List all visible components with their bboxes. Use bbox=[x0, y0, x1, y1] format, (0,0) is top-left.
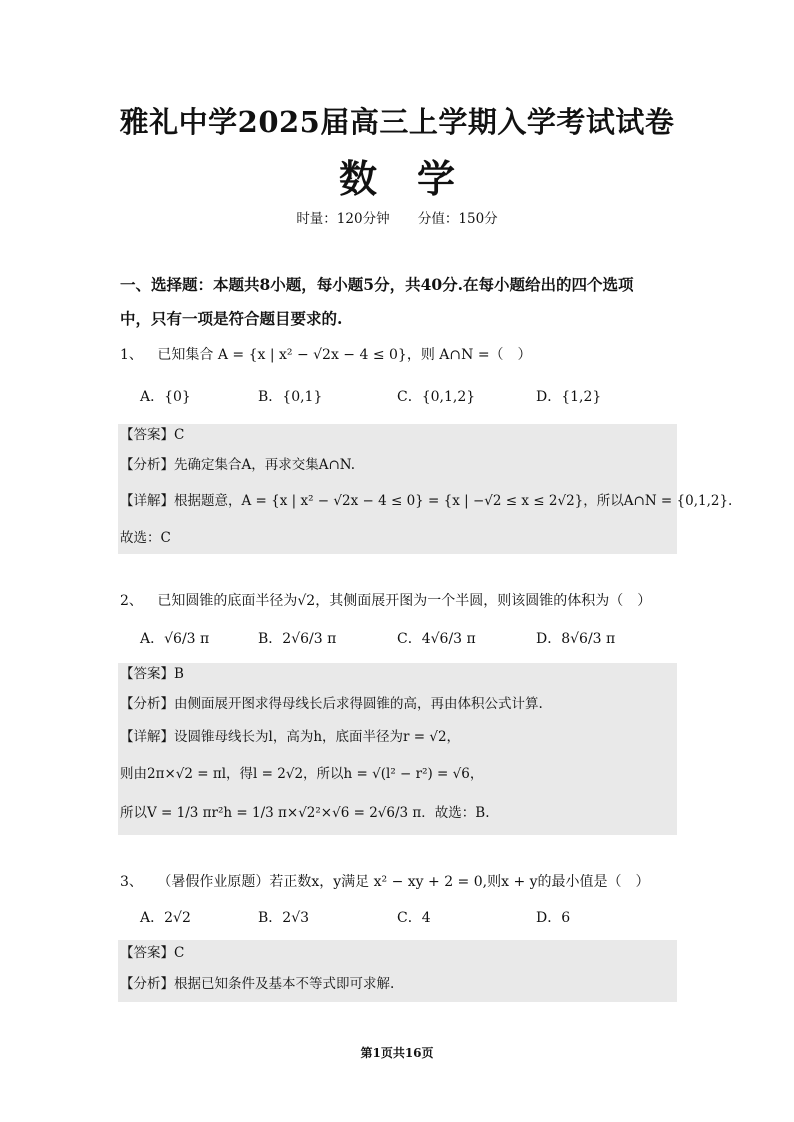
option-d: D．6 bbox=[536, 910, 571, 926]
exam-meta bbox=[0, 207, 794, 227]
time-limit: 时量：120分钟 bbox=[296, 211, 390, 227]
option-b: B．2√6/3 π bbox=[258, 631, 337, 647]
option-c: C．4√6/3 π bbox=[397, 631, 476, 647]
question-2-solution bbox=[118, 663, 677, 835]
option-b: B．{0,1} bbox=[258, 389, 323, 405]
question-3-options bbox=[140, 907, 640, 929]
detail-line-3: 所以V = 1/3 πr²h = 1/3 π×√2²×√6 = 2√6/3 π．故选：B. bbox=[120, 805, 490, 821]
option-a: A．2√2 bbox=[140, 910, 191, 926]
detail-line-1: 【详解】设圆锥母线长为l，高为h，底面半径为r = √2， bbox=[120, 729, 461, 745]
analysis-line: 【分析】由侧面展开图求得母线长后求得圆锥的高，再由体积公式计算. bbox=[120, 696, 543, 712]
analysis-line: 【分析】根据已知条件及基本不等式即可求解. bbox=[120, 976, 395, 992]
question-number: 3、 bbox=[120, 874, 143, 890]
choice-line: 故选：C bbox=[120, 530, 171, 546]
page-number: 第1页共16页 bbox=[360, 1046, 434, 1060]
analysis-line: 【分析】先确定集合A，再求交集A∩N. bbox=[120, 457, 356, 473]
section-heading-line2: 中，只有一项是符合题目要求的. bbox=[120, 309, 343, 328]
section-heading-line1: 一、选择题：本题共8小题，每小题5分，共40分.在每小题给出的四个选项 bbox=[120, 275, 634, 294]
question-number: 1、 bbox=[120, 347, 143, 363]
detail-line: 【详解】根据题意，A = {x | x² − √2x − 4 ≤ 0} = {x | −√2 ≤ x ≤ 2√2}，所以A∩N = {0,1,2}. bbox=[120, 493, 733, 509]
question-1-options bbox=[140, 386, 640, 408]
question-number: 2、 bbox=[120, 593, 143, 609]
option-c: C．{0,1,2} bbox=[397, 389, 476, 405]
answer-line: 【答案】B bbox=[120, 666, 184, 682]
answer-line: 【答案】C bbox=[120, 945, 185, 961]
question-3-stem bbox=[120, 871, 650, 893]
question-1-stem bbox=[120, 344, 532, 366]
option-d: D．8√6/3 π bbox=[536, 631, 616, 647]
exam-title: 雅礼中学2025届高三上学期入学考试试卷 bbox=[119, 105, 675, 139]
question-2-stem bbox=[120, 590, 651, 612]
question-text: （暑假作业原题）若正数x，y满足 x² − xy + 2 = 0,则x + y的最小值是（ ） bbox=[157, 874, 650, 890]
option-d: D．{1,2} bbox=[536, 389, 602, 405]
option-c: C．4 bbox=[397, 910, 431, 926]
question-1-solution bbox=[118, 424, 733, 554]
option-b: B．2√3 bbox=[258, 910, 310, 926]
answer-line: 【答案】C bbox=[120, 427, 185, 443]
option-a: A．√6/3 π bbox=[140, 631, 210, 647]
question-2-options bbox=[140, 628, 640, 650]
total-score: 分值：150分 bbox=[417, 211, 498, 227]
subject-title: 数学 bbox=[338, 156, 495, 201]
detail-line-2: 则由2π×√2 = πl，得l = 2√2，所以h = √(l² − r²) = √6， bbox=[120, 766, 484, 782]
question-3-solution bbox=[118, 940, 677, 1002]
question-text: 已知圆锥的底面半径为√2，其侧面展开图为一个半圆，则该圆锥的体积为（ ） bbox=[157, 593, 652, 609]
question-text: 已知集合 A = {x | x² − √2x − 4 ≤ 0}，则 A∩N =（ ） bbox=[157, 347, 532, 363]
option-a: A．{0} bbox=[140, 389, 191, 405]
